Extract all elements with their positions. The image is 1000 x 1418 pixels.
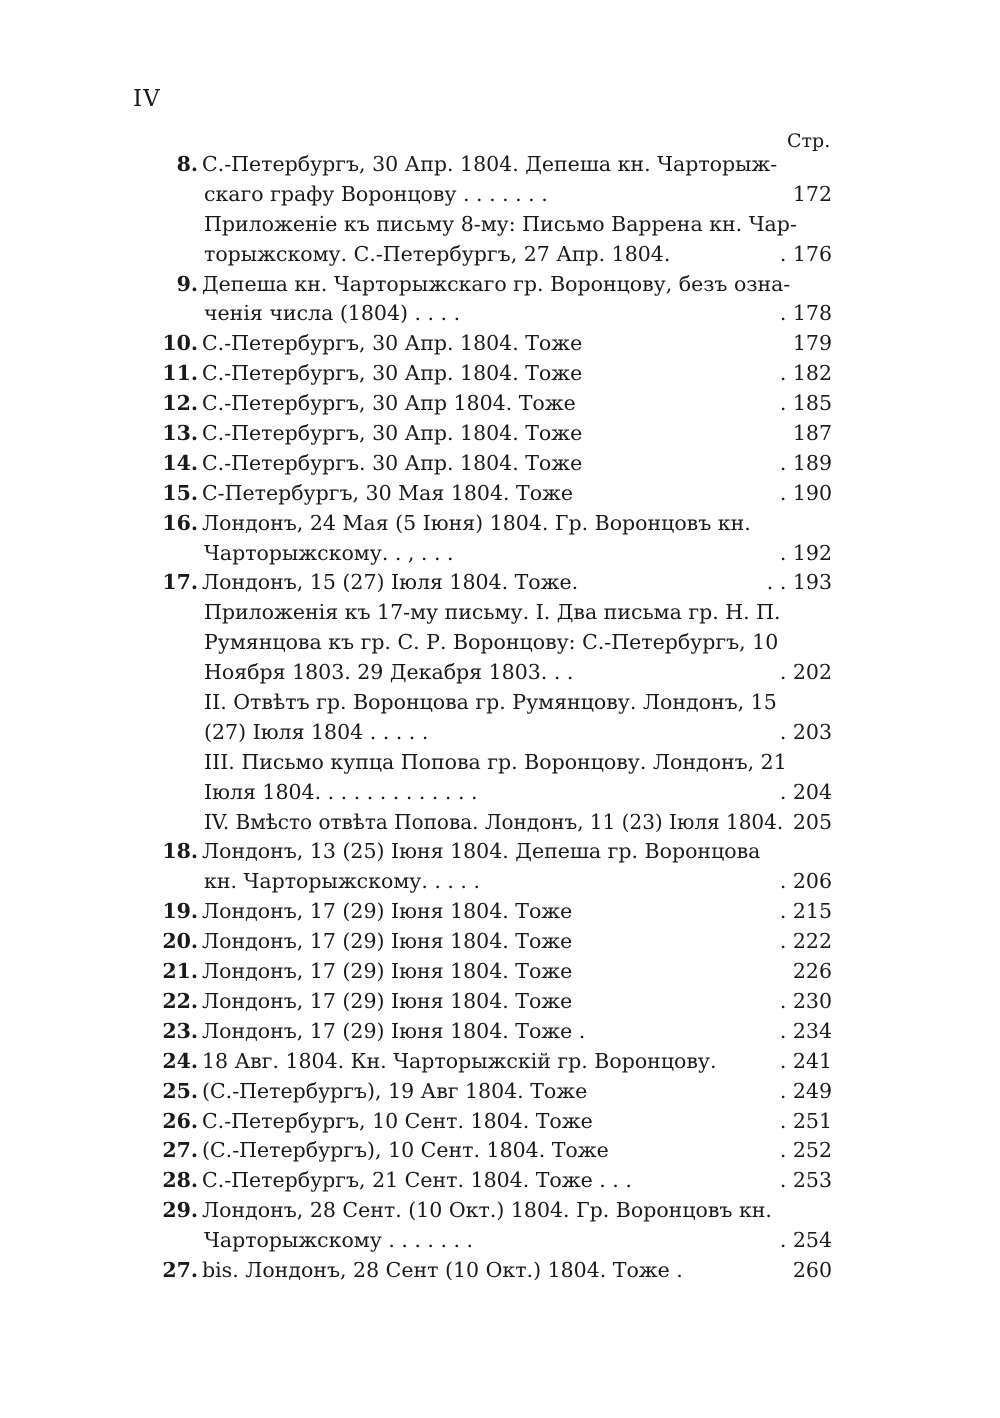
- toc-line: [160, 210, 832, 240]
- entry-number: 20.: [162, 929, 198, 954]
- toc-line: [160, 359, 832, 389]
- toc-line: [160, 1077, 832, 1107]
- entry-number: 16.: [162, 510, 198, 535]
- toc-line: [160, 987, 832, 1017]
- toc-line: [160, 1017, 832, 1047]
- entry-number: 10.: [162, 331, 198, 356]
- toc-line: [160, 1226, 832, 1256]
- entry-text: С.-Петербургъ, 30 Апр. 1804. Тоже: [202, 361, 583, 386]
- entry-page: . 252: [779, 1138, 832, 1163]
- entry-page: . 234: [779, 1018, 832, 1043]
- entry-text: кн. Чарторыжскому. . . . .: [204, 869, 480, 894]
- entry-page: . 251: [779, 1108, 832, 1133]
- entry-text: Депеша кн. Чарторыжскаго гр. Воронцову, безъ озна-: [202, 271, 791, 296]
- toc-line: [160, 897, 832, 927]
- entry-text: II. Отвѣтъ гр. Воронцова гр. Румянцову. Лондонъ, 15: [204, 690, 777, 715]
- entry-page: . 249: [779, 1078, 832, 1103]
- entry-page: . 185: [779, 391, 832, 416]
- entry-page: . 230: [779, 988, 832, 1013]
- entry-text: Ноября 1803. 29 Декабря 1803. . .: [204, 660, 574, 685]
- toc-line: [160, 808, 832, 838]
- entry-text: С.-Петербургъ, 30 Апр. 1804. Тоже: [202, 331, 583, 356]
- entry-text: Чарторыжскому . . . . . . .: [204, 1228, 474, 1253]
- toc-line: [160, 688, 832, 718]
- toc-line: [160, 299, 832, 329]
- entry-number: 14.: [162, 450, 198, 475]
- toc-line: [160, 778, 832, 808]
- entry-text: (27) Іюля 1804 . . . . .: [204, 719, 429, 744]
- toc-line: [160, 1256, 832, 1286]
- entry-text: Лондонъ, 17 (29) Іюня 1804. Тоже .: [202, 1018, 586, 1043]
- entry-page: . 182: [779, 361, 832, 386]
- entry-text: (С.-Петербургъ), 10 Сент. 1804. Тоже: [202, 1138, 609, 1163]
- entry-page: . 192: [779, 540, 832, 565]
- entry-text: С.-Петербургъ, 30 Апр. 1804. Депеша кн. Чарторыж-: [202, 152, 778, 176]
- entry-page: . 202: [779, 660, 832, 685]
- entry-text: ченія числа (1804) . . . .: [204, 301, 461, 326]
- entry-page: . 206: [779, 869, 832, 894]
- toc-line: [160, 240, 832, 270]
- entry-text: С.-Петербургъ, 30 Апр 1804. Тоже: [202, 391, 576, 416]
- toc-line: [160, 479, 832, 509]
- entry-page: 226: [792, 959, 832, 984]
- toc-line: [160, 568, 832, 598]
- entry-number: 19.: [162, 899, 198, 924]
- toc-line: [160, 419, 832, 449]
- entry-number: 27.: [162, 1138, 198, 1163]
- entry-number: 9.: [176, 271, 198, 296]
- toc-line: [160, 180, 832, 210]
- entry-text: Лондонъ, 17 (29) Іюня 1804. Тоже: [202, 988, 573, 1013]
- entry-page: . 254: [779, 1228, 832, 1253]
- entry-page: . 178: [779, 301, 832, 326]
- entry-text: Чарторыжскому. . , . . .: [204, 540, 454, 565]
- toc-line: [160, 389, 832, 419]
- entry-text: III. Письмо купца Попова гр. Воронцову. Лондонъ, 21: [204, 749, 787, 774]
- toc-line: [160, 1107, 832, 1137]
- toc-line: [160, 1166, 832, 1196]
- table-of-contents: [160, 150, 832, 1286]
- entry-number: 28.: [162, 1168, 198, 1193]
- entry-text: Лондонъ, 17 (29) Іюня 1804. Тоже: [202, 899, 573, 924]
- entry-page: 205: [792, 809, 832, 834]
- toc-line: [160, 329, 832, 359]
- toc-line: [160, 628, 832, 658]
- toc-line: [160, 1047, 832, 1077]
- entry-text: Лондонъ, 17 (29) Іюня 1804. Тоже: [202, 929, 573, 954]
- entry-text: С-Петербургъ, 30 Мая 1804. Тоже: [202, 480, 574, 505]
- toc-line: [160, 509, 832, 539]
- entry-number: 22.: [162, 988, 198, 1013]
- toc-line: [160, 270, 832, 300]
- toc-line: [160, 837, 832, 867]
- entry-text: Приложеніе къ письму 8-му: Письмо Варрена кн. Чар-: [204, 211, 797, 236]
- entry-page: . 203: [779, 719, 832, 744]
- entry-number: 25.: [162, 1078, 198, 1103]
- entry-page: 172: [792, 181, 832, 206]
- entry-number: 15.: [162, 480, 198, 505]
- entry-text: скаго графу Воронцову . . . . . . .: [204, 181, 548, 206]
- page-column-label: Стр.: [787, 130, 831, 152]
- entry-text: С.-Петербургъ. 30 Апр. 1804. Тоже: [202, 450, 583, 475]
- entry-number: 27.: [162, 1257, 198, 1282]
- entry-page: 260: [792, 1257, 832, 1282]
- toc-line: [160, 150, 832, 180]
- entry-page: . 189: [779, 450, 832, 475]
- entry-page: . 190: [779, 480, 832, 505]
- entry-text: С.-Петербургъ, 10 Сент. 1804. Тоже: [202, 1108, 593, 1133]
- toc-line: [160, 449, 832, 479]
- entry-page: . 204: [779, 779, 832, 804]
- entry-page: . 222: [779, 929, 832, 954]
- entry-text: Лондонъ, 15 (27) Іюля 1804. Тоже.: [202, 570, 579, 595]
- entry-page: . 215: [779, 899, 832, 924]
- entry-page: . 176: [779, 241, 832, 266]
- toc-line: [160, 1196, 832, 1226]
- toc-line: [160, 927, 832, 957]
- entry-page: 187: [792, 421, 832, 446]
- entry-text: Іюля 1804. . . . . . . . . . . . .: [204, 779, 478, 804]
- entry-text: Лондонъ, 28 Сент. (10 Окт.) 1804. Гр. Воронцовъ кн.: [202, 1198, 772, 1223]
- entry-text: Румянцова къ гр. С. Р. Воронцову: С.-Петербургъ, 10: [204, 630, 779, 655]
- toc-line: [160, 539, 832, 569]
- entry-text: Лондонъ, 17 (29) Іюня 1804. Тоже: [202, 959, 573, 984]
- entry-number: 8.: [176, 152, 198, 176]
- entry-number: 24.: [162, 1048, 198, 1073]
- entry-page: . 241: [779, 1048, 832, 1073]
- entry-number: 21.: [162, 959, 198, 984]
- entry-page: . 253: [779, 1168, 832, 1193]
- toc-line: [160, 867, 832, 897]
- entry-page: 179: [792, 331, 832, 356]
- toc-line: [160, 598, 832, 628]
- toc-line: [160, 718, 832, 748]
- entry-text: Лондонъ, 13 (25) Іюня 1804. Депеша гр. Воронцова: [202, 839, 761, 864]
- entry-number: 18.: [162, 839, 198, 864]
- entry-text: Приложенія къ 17-му письму. I. Два письма гр. Н. П.: [204, 600, 781, 625]
- entry-number: 11.: [162, 361, 198, 386]
- toc-line: [160, 1136, 832, 1166]
- entry-number: 12.: [162, 391, 198, 416]
- entry-text: (С.-Петербургъ), 19 Авг 1804. Тоже: [202, 1078, 588, 1103]
- entry-text: bis. Лондонъ, 28 Сент (10 Окт.) 1804. Тоже .: [202, 1257, 683, 1282]
- entry-text: С.-Петербургъ, 30 Апр. 1804. Тоже: [202, 421, 583, 446]
- entry-text: Лондонъ, 24 Мая (5 Іюня) 1804. Гр. Воронцовъ кн.: [202, 510, 751, 535]
- entry-number: 13.: [162, 421, 198, 446]
- toc-line: [160, 957, 832, 987]
- entry-number: 29.: [162, 1198, 198, 1223]
- entry-text: IV. Вмѣсто отвѣта Попова. Лондонъ, 11 (23) Іюля 1804.: [204, 809, 784, 834]
- toc-line: [160, 658, 832, 688]
- entry-text: С.-Петербургъ, 21 Сент. 1804. Тоже . . .: [202, 1168, 632, 1193]
- entry-number: 23.: [162, 1018, 198, 1043]
- toc-line: [160, 748, 832, 778]
- entry-page: . . 193: [766, 570, 832, 595]
- entry-text: 18 Авг. 1804. Кн. Чарторыжскій гр. Воронцову.: [202, 1048, 717, 1073]
- entry-number: 26.: [162, 1108, 198, 1133]
- entry-number: 17.: [162, 570, 198, 595]
- entry-text: торыжскому. С.-Петербургъ, 27 Апр. 1804.: [204, 241, 671, 266]
- page-number: IV: [133, 86, 161, 112]
